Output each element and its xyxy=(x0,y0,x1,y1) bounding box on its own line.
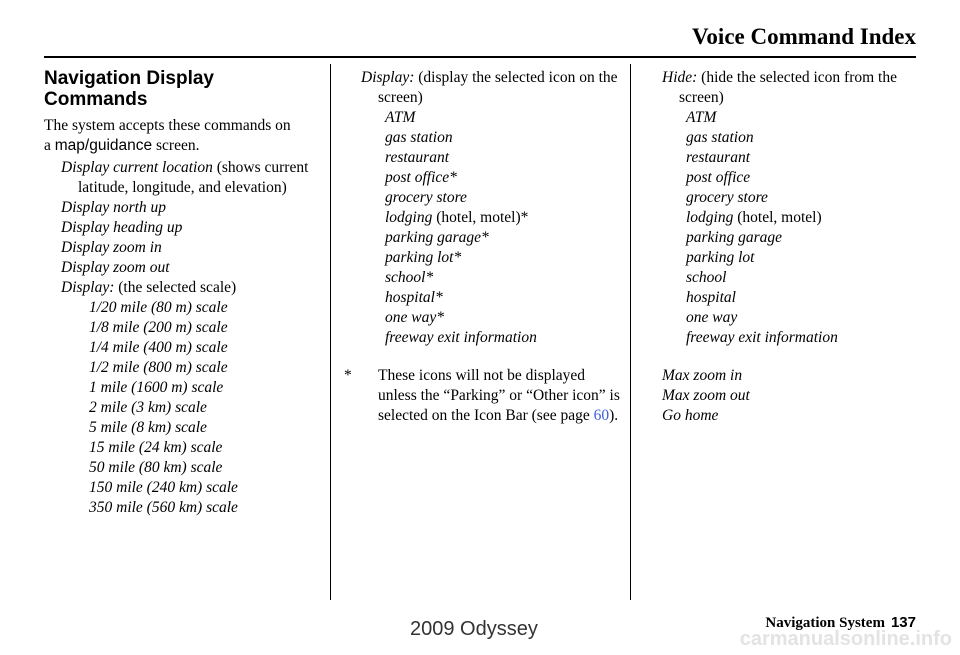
command-text: Max zoom in xyxy=(662,367,743,384)
icon-item-text: post office xyxy=(686,169,751,186)
icon-item-text: parking garage* xyxy=(385,229,489,246)
command-note: (display the selected icon on the screen) xyxy=(378,69,618,106)
command-note: (shows current latitude, longitude, and elevation) xyxy=(78,159,309,196)
command-item xyxy=(662,406,924,426)
intro-line1: The system accepts these commands on xyxy=(44,117,291,134)
icon-item-text: parking garage xyxy=(686,229,783,246)
command-hide-icon xyxy=(662,68,924,108)
icon-item xyxy=(344,228,626,248)
site-watermark: carmanualsonline.info xyxy=(739,628,952,650)
scale-text: 1/8 mile (200 m) scale xyxy=(89,319,228,336)
icon-item-text: grocery store xyxy=(686,189,768,206)
icon-item-note: (hotel, motel) xyxy=(733,209,822,226)
command-text: Go home xyxy=(662,407,719,424)
scale-item xyxy=(44,358,320,378)
scale-item xyxy=(44,498,320,518)
scale-item xyxy=(44,438,320,458)
command-text: Display heading up xyxy=(61,219,183,236)
icon-item-text: parking lot xyxy=(686,249,755,266)
command-text: Display: xyxy=(61,279,115,296)
scale-item xyxy=(44,418,320,438)
scale-item xyxy=(44,378,320,398)
scale-text: 1 mile (1600 m) scale xyxy=(89,379,224,396)
command-item xyxy=(44,198,320,218)
icon-item xyxy=(662,268,924,288)
icon-item xyxy=(344,328,626,348)
icon-item-text: hospital xyxy=(686,289,736,306)
icon-item-text: school* xyxy=(385,269,434,286)
icon-item xyxy=(662,228,924,248)
page-title: Voice Command Index xyxy=(691,24,916,49)
footer-section: Navigation System xyxy=(765,615,885,631)
scale-text: 5 mile (8 km) scale xyxy=(89,419,207,436)
column-divider-2 xyxy=(630,64,631,600)
intro-map-guidance: map/guidance xyxy=(54,137,153,154)
command-note: (the selected scale) xyxy=(114,279,237,296)
icon-item xyxy=(662,168,924,188)
icon-item-text: hospital* xyxy=(385,289,443,306)
icon-item-text: one way xyxy=(686,309,738,326)
icon-item xyxy=(344,208,626,228)
icon-item xyxy=(662,308,924,328)
column-navigation-display xyxy=(44,68,320,518)
scale-item xyxy=(44,318,320,338)
command-item xyxy=(44,218,320,238)
footnote-end: ). xyxy=(609,407,619,424)
icon-item xyxy=(344,268,626,288)
icon-item xyxy=(662,208,924,228)
footnote-text: These icons will not be displayed unless the “Parking” or “Other icon” is selected on the Icon Bar (see page xyxy=(378,367,620,424)
scale-text: 150 mile (240 km) scale xyxy=(89,479,238,496)
model-watermark: 2009 Odyssey xyxy=(410,618,538,640)
icon-item xyxy=(662,148,924,168)
icon-item xyxy=(344,148,626,168)
command-text: Display zoom out xyxy=(61,259,170,276)
icon-item xyxy=(344,188,626,208)
section-heading xyxy=(44,68,320,110)
spacer xyxy=(662,348,924,366)
command-display-icon xyxy=(344,68,626,108)
intro-text xyxy=(44,116,320,156)
icon-item xyxy=(344,108,626,128)
command-text: Display zoom in xyxy=(61,239,162,256)
icon-item xyxy=(344,168,626,188)
command-item xyxy=(662,366,924,386)
icon-item xyxy=(344,288,626,308)
column-divider-1 xyxy=(330,64,331,600)
scale-text: 1/2 mile (800 m) scale xyxy=(89,359,228,376)
scale-item xyxy=(44,338,320,358)
icon-item-text: school xyxy=(686,269,727,286)
icon-item xyxy=(662,188,924,208)
icon-item-text: parking lot* xyxy=(385,249,462,266)
command-display-current-location xyxy=(44,158,320,198)
icon-item-text: freeway exit information xyxy=(385,329,537,346)
page-number: 137 xyxy=(890,614,916,631)
scale-text: 2 mile (3 km) scale xyxy=(89,399,207,416)
icon-item-text: post office* xyxy=(385,169,457,186)
command-text: Display north up xyxy=(61,199,167,216)
icon-item-text: restaurant xyxy=(385,149,450,166)
icon-item-text: lodging xyxy=(385,209,433,226)
icon-item-text: ATM xyxy=(686,109,717,126)
footnote xyxy=(344,366,626,426)
icon-item-text: freeway exit information xyxy=(686,329,838,346)
icon-item xyxy=(662,288,924,308)
command-text: Hide: xyxy=(662,69,698,86)
icon-item-text: one way* xyxy=(385,309,444,326)
icon-item xyxy=(344,128,626,148)
scale-item xyxy=(44,458,320,478)
icon-item-note: (hotel, motel)* xyxy=(432,209,529,226)
scale-item xyxy=(44,298,320,318)
column-hide-icons xyxy=(662,68,924,426)
intro-rest: screen. xyxy=(152,137,200,154)
page-link[interactable]: 60 xyxy=(593,407,610,424)
command-item xyxy=(44,238,320,258)
scale-item xyxy=(44,478,320,498)
section-heading-line1: Navigation Display xyxy=(44,68,214,89)
icon-item-text: lodging xyxy=(686,209,734,226)
icon-item-text: gas station xyxy=(686,129,754,146)
column-display-icons xyxy=(344,68,626,426)
section-heading-line2: Commands xyxy=(44,89,148,110)
icon-item xyxy=(662,328,924,348)
icon-item xyxy=(662,128,924,148)
scale-text: 350 mile (560 km) scale xyxy=(89,499,238,516)
command-text: Display current location xyxy=(61,159,213,176)
scale-item xyxy=(44,398,320,418)
icon-item xyxy=(662,108,924,128)
icon-item-text: ATM xyxy=(385,109,416,126)
command-text: Max zoom out xyxy=(662,387,750,404)
command-display-scale xyxy=(44,278,320,298)
title-rule xyxy=(44,56,916,58)
intro-a: a xyxy=(44,137,55,154)
command-note: (hide the selected icon from the screen) xyxy=(679,69,897,106)
icon-item xyxy=(662,248,924,268)
scale-text: 1/4 mile (400 m) scale xyxy=(89,339,228,356)
icon-item-text: gas station xyxy=(385,129,453,146)
scale-text: 15 mile (24 km) scale xyxy=(89,439,223,456)
scale-text: 50 mile (80 km) scale xyxy=(89,459,223,476)
icon-item-text: grocery store xyxy=(385,189,467,206)
command-text: Display: xyxy=(361,69,415,86)
icon-item-text: restaurant xyxy=(686,149,751,166)
command-item xyxy=(662,386,924,406)
spacer xyxy=(344,348,626,366)
icon-item xyxy=(344,308,626,328)
icon-item xyxy=(344,248,626,268)
footnote-star: * xyxy=(344,367,352,384)
command-item xyxy=(44,258,320,278)
scale-text: 1/20 mile (80 m) scale xyxy=(89,299,228,316)
